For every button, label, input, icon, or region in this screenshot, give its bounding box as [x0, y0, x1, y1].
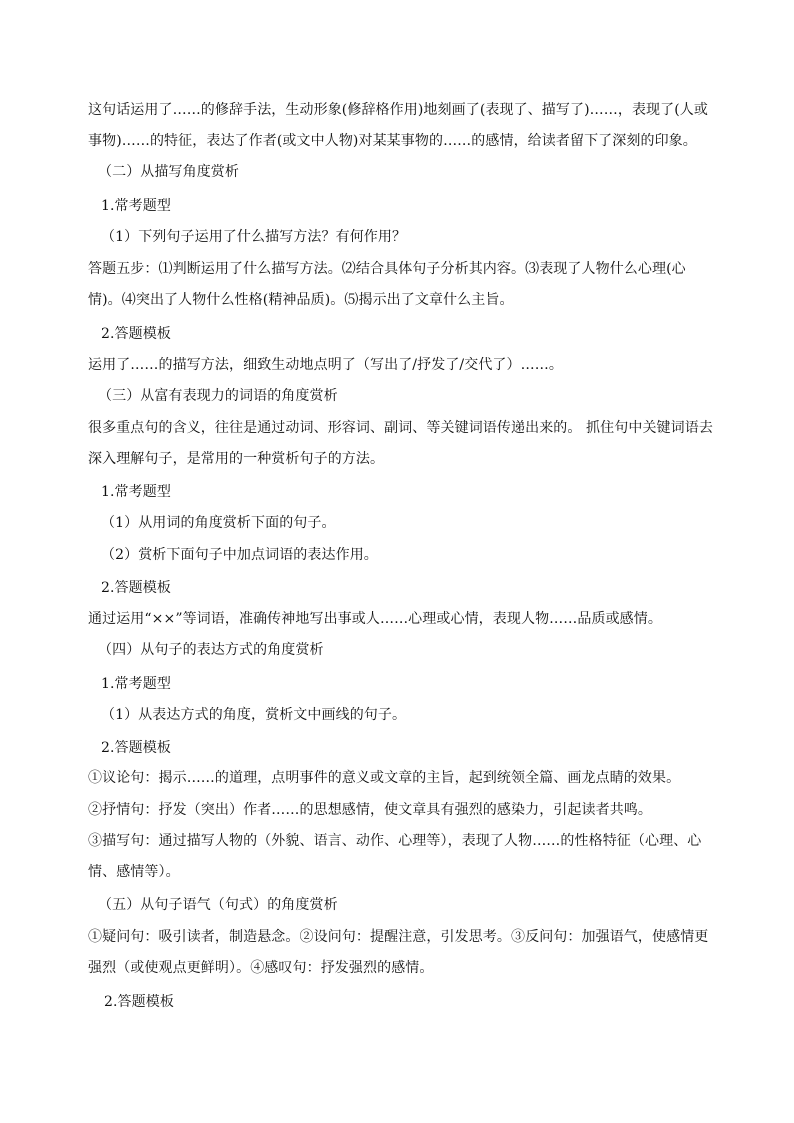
body-text-line: 情、感情等）。	[88, 864, 180, 880]
question-type-line: （1）下列句子运用了什么描写方法？有何作用？	[101, 229, 407, 245]
subheading: 2.答题模板	[104, 994, 174, 1010]
body-text-line: 事物)……的特征，表达了作者(或文中人物)对某某事物的……的感情，给读者留下了深刻的印象。	[88, 133, 697, 149]
body-text-line: ①议论句：揭示……的道理，点明事件的意义或文章的主旨，起到统领全篇、画龙点睛的效果。	[88, 770, 681, 786]
body-text-line: 通过运用“××”等词语，准确传神地写出事或人……心理或心情，表现人物……品质或感情。	[88, 611, 662, 627]
section-heading: （四）从句子的表达方式的角度赏析	[98, 642, 324, 658]
subheading: 1.常考题型	[101, 484, 171, 500]
body-text-line: 深入理解句子，是常用的一种赏析句子的方法。	[88, 451, 385, 467]
question-type-line: （1）从用词的角度赏析下面的句子。	[101, 515, 336, 531]
subheading: 1.常考题型	[101, 676, 171, 692]
body-text-line: 运用了……的描写方法，细致生动地点明了（写出了/抒发了/交代了）……。	[88, 357, 563, 373]
question-type-line: （2）赏析下面句子中加点词语的表达作用。	[101, 547, 378, 563]
body-text-line: 答题五步：⑴判断运用了什么描写方法。⑵结合具体句子分析其内容。⑶表现了人物什么心理(心	[88, 261, 686, 277]
section-heading: （五）从句子语气（句式）的角度赏析	[98, 897, 338, 913]
subheading: 2.答题模板	[101, 580, 171, 596]
subheading: 2.答题模板	[101, 740, 171, 756]
section-heading: （三）从富有表现力的词语的角度赏析	[98, 388, 338, 404]
body-text-line: 情)。⑷突出了人物什么性格(精神品质)。⑸揭示出了文章什么主旨。	[88, 292, 514, 308]
subheading: 2.答题模板	[101, 326, 171, 342]
question-type-line: （1）从表达方式的角度，赏析文中画线的句子。	[101, 707, 407, 723]
body-text-line: 强烈（或使观点更鲜明）。④感叹句：抒发强烈的感情。	[88, 960, 434, 976]
body-text-line: 这句话运用了……的修辞手法，生动形象(修辞格作用)地刻画了(表现了、描写了)……，表现了(人或	[88, 102, 709, 118]
subheading: 1.常考题型	[101, 198, 171, 214]
section-heading: （二）从描写角度赏析	[98, 164, 239, 180]
body-text-line: 很多重点句的含义，往往是通过动词、形容词、副词、等关键词语传递出来的。 抓住句中关键词语去	[88, 420, 713, 436]
body-text-line: ③描写句：通过描写人物的（外貌、语言、动作、心理等），表现了人物……的性格特征（心理、心	[88, 833, 702, 849]
body-text-line: ①疑问句：吸引读者，制造悬念。②设问句：提醒注意，引发思考。③反问句：加强语气，使感情更	[88, 929, 709, 945]
body-text-line: ②抒情句：抒发（突出）作者……的思想感情，使文章具有强烈的感染力，引起读者共鸣。	[88, 802, 652, 818]
